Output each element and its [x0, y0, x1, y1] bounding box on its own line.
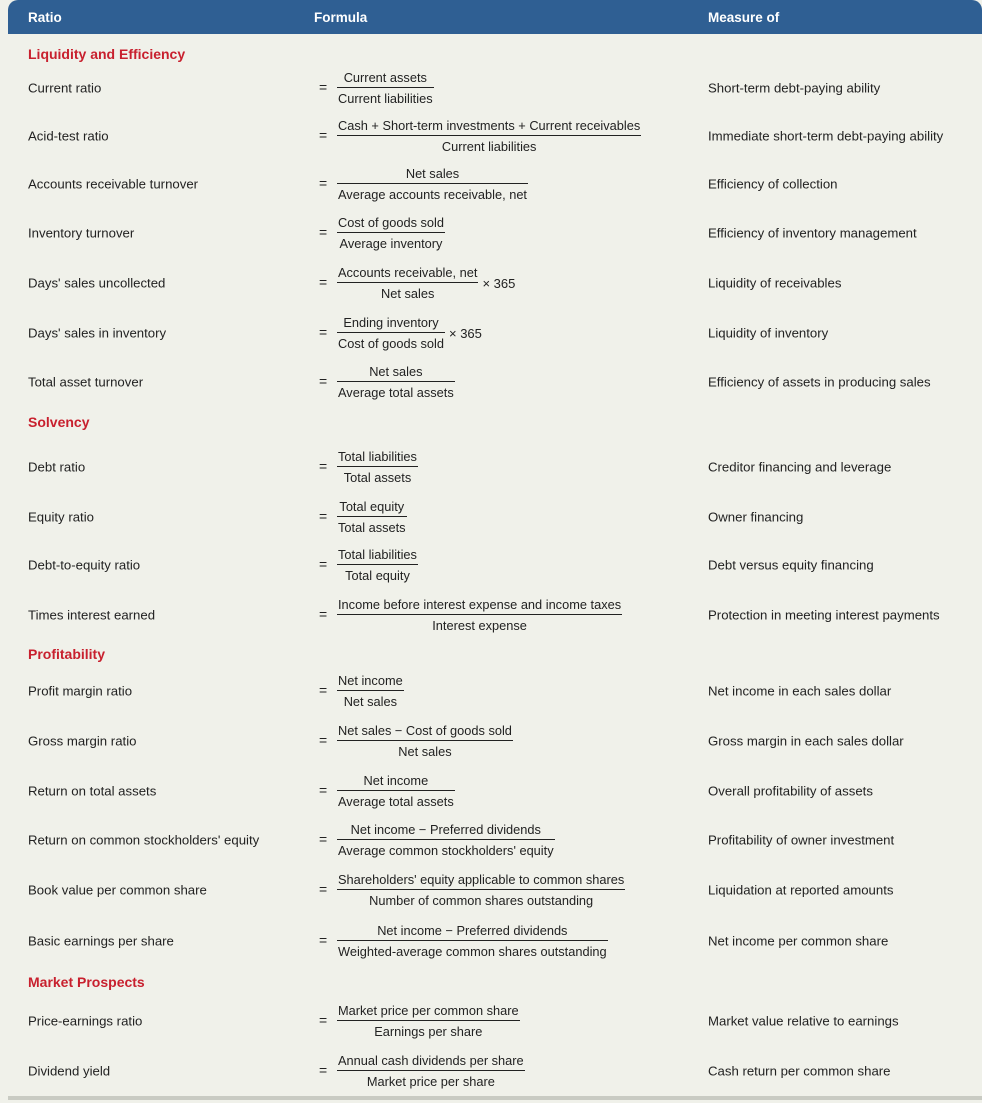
ratio-formula	[337, 547, 418, 583]
ratio-measure: Efficiency of inventory management	[708, 225, 917, 241]
ratio-name: Current ratio	[28, 80, 102, 96]
ratio-measure: Efficiency of collection	[708, 176, 838, 192]
equals-sign: =	[319, 831, 328, 848]
ratio-formula	[337, 215, 445, 251]
formula-numerator: Shareholders' equity applicable to common shares	[337, 872, 625, 890]
formula-numerator: Cash + Short-term investments + Current receivables	[337, 118, 641, 136]
ratio-name: Inventory turnover	[28, 225, 135, 241]
formula-denominator: Cost of goods sold	[338, 336, 444, 351]
formula-denominator: Average inventory	[339, 236, 443, 251]
ratio-name: Debt ratio	[28, 459, 86, 475]
ratio-measure: Owner financing	[708, 509, 804, 525]
formula-numerator: Market price per common share	[337, 1003, 520, 1021]
ratio-measure: Debt versus equity financing	[708, 557, 874, 573]
equals-sign: =	[319, 881, 328, 898]
formula-denominator: Average total assets	[338, 794, 454, 809]
ratio-formula	[337, 773, 455, 809]
ratio-measure: Profitability of owner investment	[708, 832, 895, 848]
ratio-name: Equity ratio	[28, 509, 94, 525]
ratio-measure: Market value relative to earnings	[708, 1013, 899, 1029]
formula-numerator: Total equity	[337, 499, 407, 517]
ratio-formula	[337, 822, 555, 858]
ratio-column-header: Ratio	[28, 10, 62, 25]
ratio-formula	[337, 1053, 525, 1089]
formula-numerator: Total liabilities	[337, 547, 418, 565]
formula-numerator: Annual cash dividends per share	[337, 1053, 525, 1071]
formula-numerator: Net income	[337, 773, 455, 791]
equals-sign: =	[319, 508, 328, 525]
ratio-formula	[337, 118, 641, 154]
ratio-name: Price-earnings ratio	[28, 1013, 143, 1029]
formula-denominator: Total equity	[345, 568, 410, 583]
ratio-measure: Gross margin in each sales dollar	[708, 733, 904, 749]
formula-numerator: Net sales	[337, 364, 455, 382]
formula-denominator: Net sales	[381, 286, 435, 301]
measure-column-header: Measure of	[708, 10, 780, 25]
equals-sign: =	[319, 1062, 328, 1079]
ratio-name: Book value per common share	[28, 882, 207, 898]
equals-sign: =	[319, 79, 328, 96]
ratio-name: Days' sales uncollected	[28, 275, 166, 291]
formula-multiplier: × 365	[482, 275, 516, 291]
equals-sign: =	[319, 274, 328, 291]
ratio-measure: Net income per common share	[708, 933, 889, 949]
formula-numerator: Net income	[337, 673, 404, 691]
ratio-formula	[337, 1003, 520, 1039]
ratio-measure: Short-term debt-paying ability	[708, 80, 881, 96]
formula-denominator: Total assets	[338, 520, 406, 535]
formula-denominator: Interest expense	[432, 618, 527, 633]
ratio-name: Times interest earned	[28, 607, 156, 623]
ratio-formula	[337, 723, 513, 759]
ratio-name: Total asset turnover	[28, 374, 144, 390]
formula-denominator: Total assets	[343, 470, 412, 485]
ratio-measure: Creditor financing and leverage	[708, 459, 892, 475]
ratio-name: Accounts receivable turnover	[28, 176, 199, 192]
bottom-rule	[8, 1096, 982, 1100]
ratio-table	[8, 0, 982, 1098]
formula-denominator: Average total assets	[338, 385, 454, 400]
section-title-solvency: Solvency	[28, 414, 90, 430]
equals-sign: =	[319, 458, 328, 475]
formula-denominator: Number of common shares outstanding	[369, 893, 594, 908]
formula-denominator: Net sales	[343, 694, 398, 709]
formula-numerator: Net sales − Cost of goods sold	[337, 723, 513, 741]
ratio-formula	[337, 499, 407, 535]
ratio-formula	[337, 166, 528, 202]
ratio-name: Profit margin ratio	[28, 683, 133, 699]
formula-column-header: Formula	[314, 10, 368, 25]
equals-sign: =	[319, 324, 328, 341]
ratio-measure: Net income in each sales dollar	[708, 683, 892, 699]
equals-sign: =	[319, 732, 328, 749]
formula-numerator: Cost of goods sold	[337, 215, 445, 233]
ratio-name: Debt-to-equity ratio	[28, 557, 141, 573]
ratio-formula	[337, 449, 418, 485]
ratio-name: Acid-test ratio	[28, 128, 109, 144]
ratio-formula	[337, 265, 515, 301]
formula-denominator: Net sales	[398, 744, 452, 759]
formula-denominator: Current liabilities	[338, 91, 433, 106]
equals-sign: =	[319, 224, 328, 241]
ratio-measure: Immediate short-term debt-paying ability	[708, 128, 944, 144]
equals-sign: =	[319, 682, 328, 699]
ratio-measure: Liquidation at reported amounts	[708, 882, 894, 898]
ratio-formula	[337, 70, 434, 106]
section-title-market-prospects: Market Prospects	[28, 974, 145, 990]
ratio-formula	[337, 315, 482, 351]
equals-sign: =	[319, 556, 328, 573]
formula-denominator: Market price per share	[366, 1074, 495, 1089]
ratio-formula	[337, 597, 622, 633]
ratio-name: Basic earnings per share	[28, 933, 174, 949]
ratio-measure: Protection in meeting interest payments	[708, 607, 940, 623]
ratio-measure: Liquidity of inventory	[708, 325, 829, 341]
table-header	[8, 0, 982, 34]
ratio-formula	[337, 923, 608, 959]
section-title-profitability: Profitability	[28, 646, 106, 662]
formula-denominator: Current liabilities	[441, 139, 537, 154]
ratio-name: Days' sales in inventory	[28, 325, 167, 341]
ratio-name: Gross margin ratio	[28, 733, 137, 749]
equals-sign: =	[319, 175, 328, 192]
formula-numerator: Ending inventory	[337, 315, 445, 333]
ratio-formula	[337, 364, 455, 400]
formula-numerator: Total liabilities	[337, 449, 418, 467]
formula-numerator: Net income − Preferred dividends	[337, 822, 555, 840]
formula-multiplier: × 365	[449, 325, 482, 341]
formula-numerator: Net sales	[337, 166, 528, 184]
ratio-measure: Efficiency of assets in producing sales	[708, 374, 931, 390]
ratio-measure: Overall profitability of assets	[708, 783, 873, 799]
ratio-name: Return on common stockholders' equity	[28, 832, 260, 848]
equals-sign: =	[319, 127, 328, 144]
ratio-name: Return on total assets	[28, 783, 157, 799]
equals-sign: =	[319, 782, 328, 799]
formula-denominator: Average common stockholders' equity	[338, 843, 554, 858]
formula-numerator: Net income − Preferred dividends	[337, 923, 608, 941]
equals-sign: =	[319, 1012, 328, 1029]
formula-denominator: Average accounts receivable, net	[338, 187, 527, 202]
equals-sign: =	[319, 373, 328, 390]
formula-numerator: Accounts receivable, net	[337, 265, 478, 283]
formula-numerator: Income before interest expense and income taxes	[337, 597, 622, 615]
formula-denominator: Earnings per share	[374, 1024, 483, 1039]
ratio-formula	[337, 872, 625, 908]
formula-numerator: Current assets	[337, 70, 434, 88]
ratio-measure: Liquidity of receivables	[708, 275, 842, 291]
equals-sign: =	[319, 606, 328, 623]
equals-sign: =	[319, 932, 328, 949]
section-title-liquidity: Liquidity and Efficiency	[28, 46, 186, 62]
ratio-measure: Cash return per common share	[708, 1063, 891, 1079]
ratio-name: Dividend yield	[28, 1063, 111, 1079]
ratio-formula	[337, 673, 404, 709]
formula-denominator: Weighted-average common shares outstanding	[338, 944, 607, 959]
